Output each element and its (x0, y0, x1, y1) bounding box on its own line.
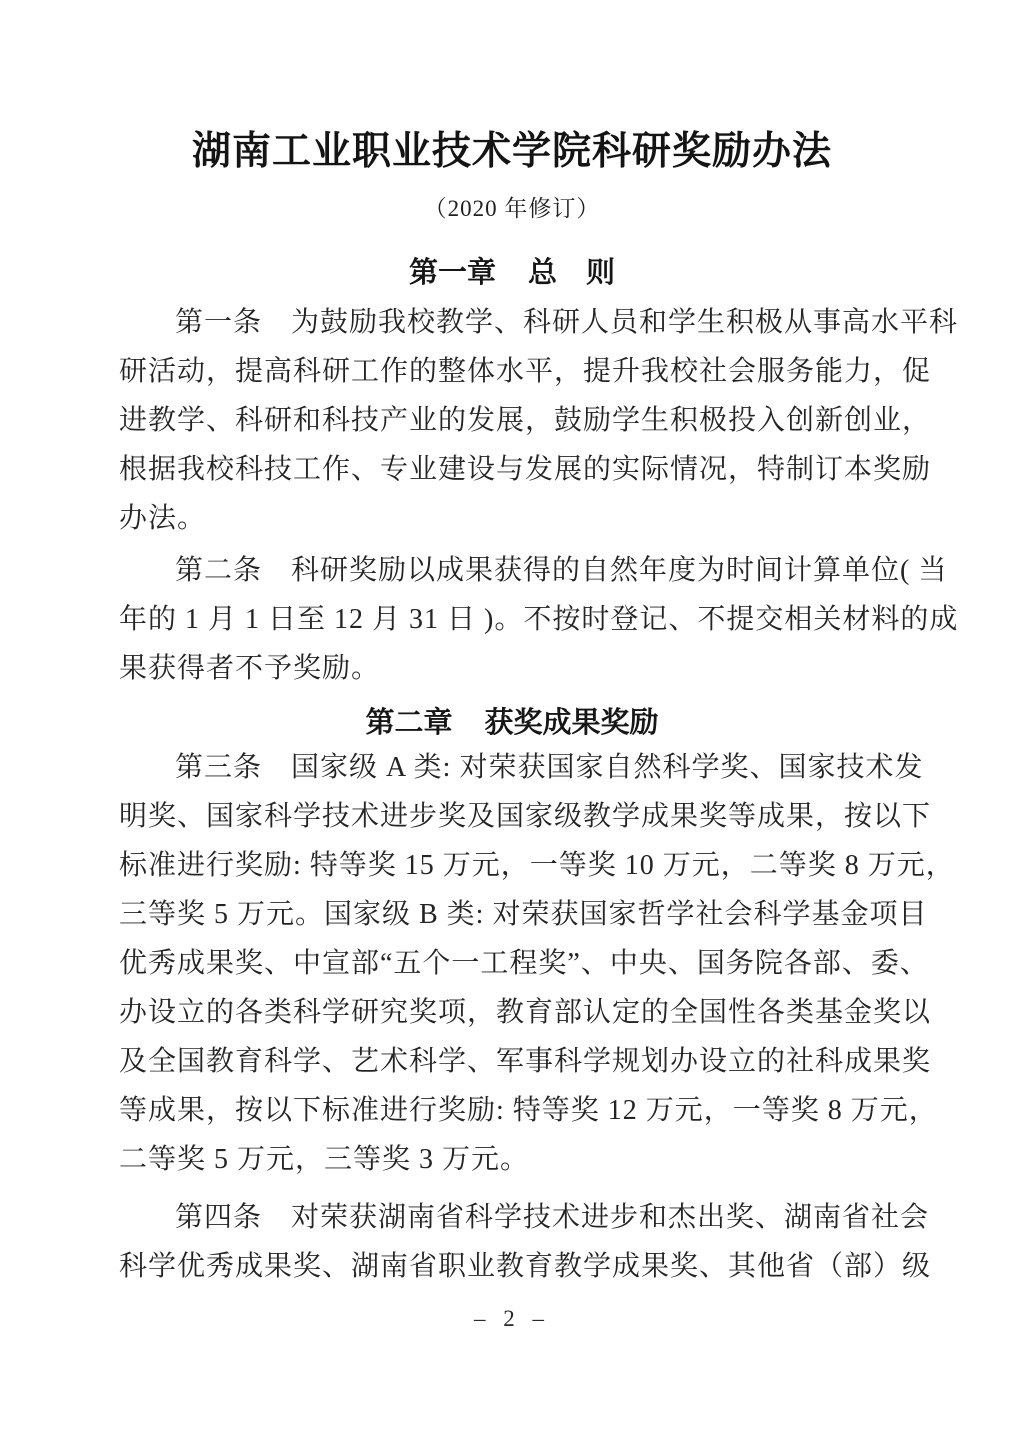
text-line: 二等奖 5 万元，三等奖 3 万元。 (119, 1144, 530, 1175)
text-line: 及全国教育科学、艺术科学、军事科学规划办设立的社科成果奖 (119, 1046, 932, 1077)
chapter-1-label: 第一章 (409, 257, 497, 289)
text-line: 根据我校科技工作、专业建设与发展的实际情况，特制订本奖励 (119, 454, 932, 485)
chapter-2-label: 第二章 (365, 707, 453, 739)
text-line: 科学优秀成果奖、湖南省职业教育教学成果奖、其他省（部）级 (119, 1251, 932, 1282)
article-2-paragraph (119, 546, 959, 693)
text-line: 果获得者不予奖励。 (119, 653, 381, 684)
text-line: 明奖、国家科学技术进步奖及国家级教学成果奖等成果，按以下 (119, 801, 932, 832)
text-line: 办法。 (119, 503, 207, 534)
chapter-2-heading (0, 700, 1024, 741)
chapter-2-title: 获奖成果奖励 (484, 707, 659, 739)
text-line: 研活动，提高科研工作的整体水平，提升我校社会服务能力，促 (119, 356, 932, 387)
article-3-paragraph (119, 743, 955, 1184)
article-1-paragraph (119, 298, 959, 543)
document-title: 湖南工业职业技术学院科研奖励办法 (191, 130, 832, 173)
text-line: 第一条 为鼓励我校教学、科研人员和学生积极从事高水平科 (175, 307, 959, 338)
text-line: 办设立的各类科学研究奖项，教育部认定的全国性各类基金奖以 (119, 997, 932, 1028)
chapter-1-title: 总 则 (527, 257, 615, 289)
chapter-1-heading (0, 250, 1024, 291)
document-subtitle: （2020 年修订） (423, 196, 601, 221)
text-line: 第二条 科研奖励以成果获得的自然年度为时间计算单位( 当 (175, 555, 948, 586)
text-line: 标准进行奖励: 特等奖 15 万元，一等奖 10 万元，二等奖 8 万元， (119, 850, 955, 881)
text-line: 年的 1 月 1 日至 12 月 31 日 )。不按时登记、不提交相关材料的成 (119, 604, 959, 635)
article-4-paragraph (119, 1193, 932, 1291)
text-line: 第三条 国家级 A 类: 对荣获国家自然科学奖、国家技术发 (175, 752, 924, 783)
text-line: 优秀成果奖、中宣部“五个一工程奖”、中央、国务院各部、委、 (119, 948, 929, 979)
page-number: – 2 – (474, 1306, 550, 1331)
text-line: 等成果，按以下标准进行奖励: 特等奖 12 万元，一等奖 8 万元， (119, 1095, 938, 1126)
text-line: 三等奖 5 万元。国家级 B 类: 对荣获国家哲学社会科学基金项目 (119, 899, 928, 930)
text-line: 进教学、科研和科技产业的发展，鼓励学生积极投入创新创业， (119, 405, 932, 436)
text-line: 第四条 对荣获湖南省科学技术进步和杰出奖、湖南省社会 (175, 1202, 930, 1233)
